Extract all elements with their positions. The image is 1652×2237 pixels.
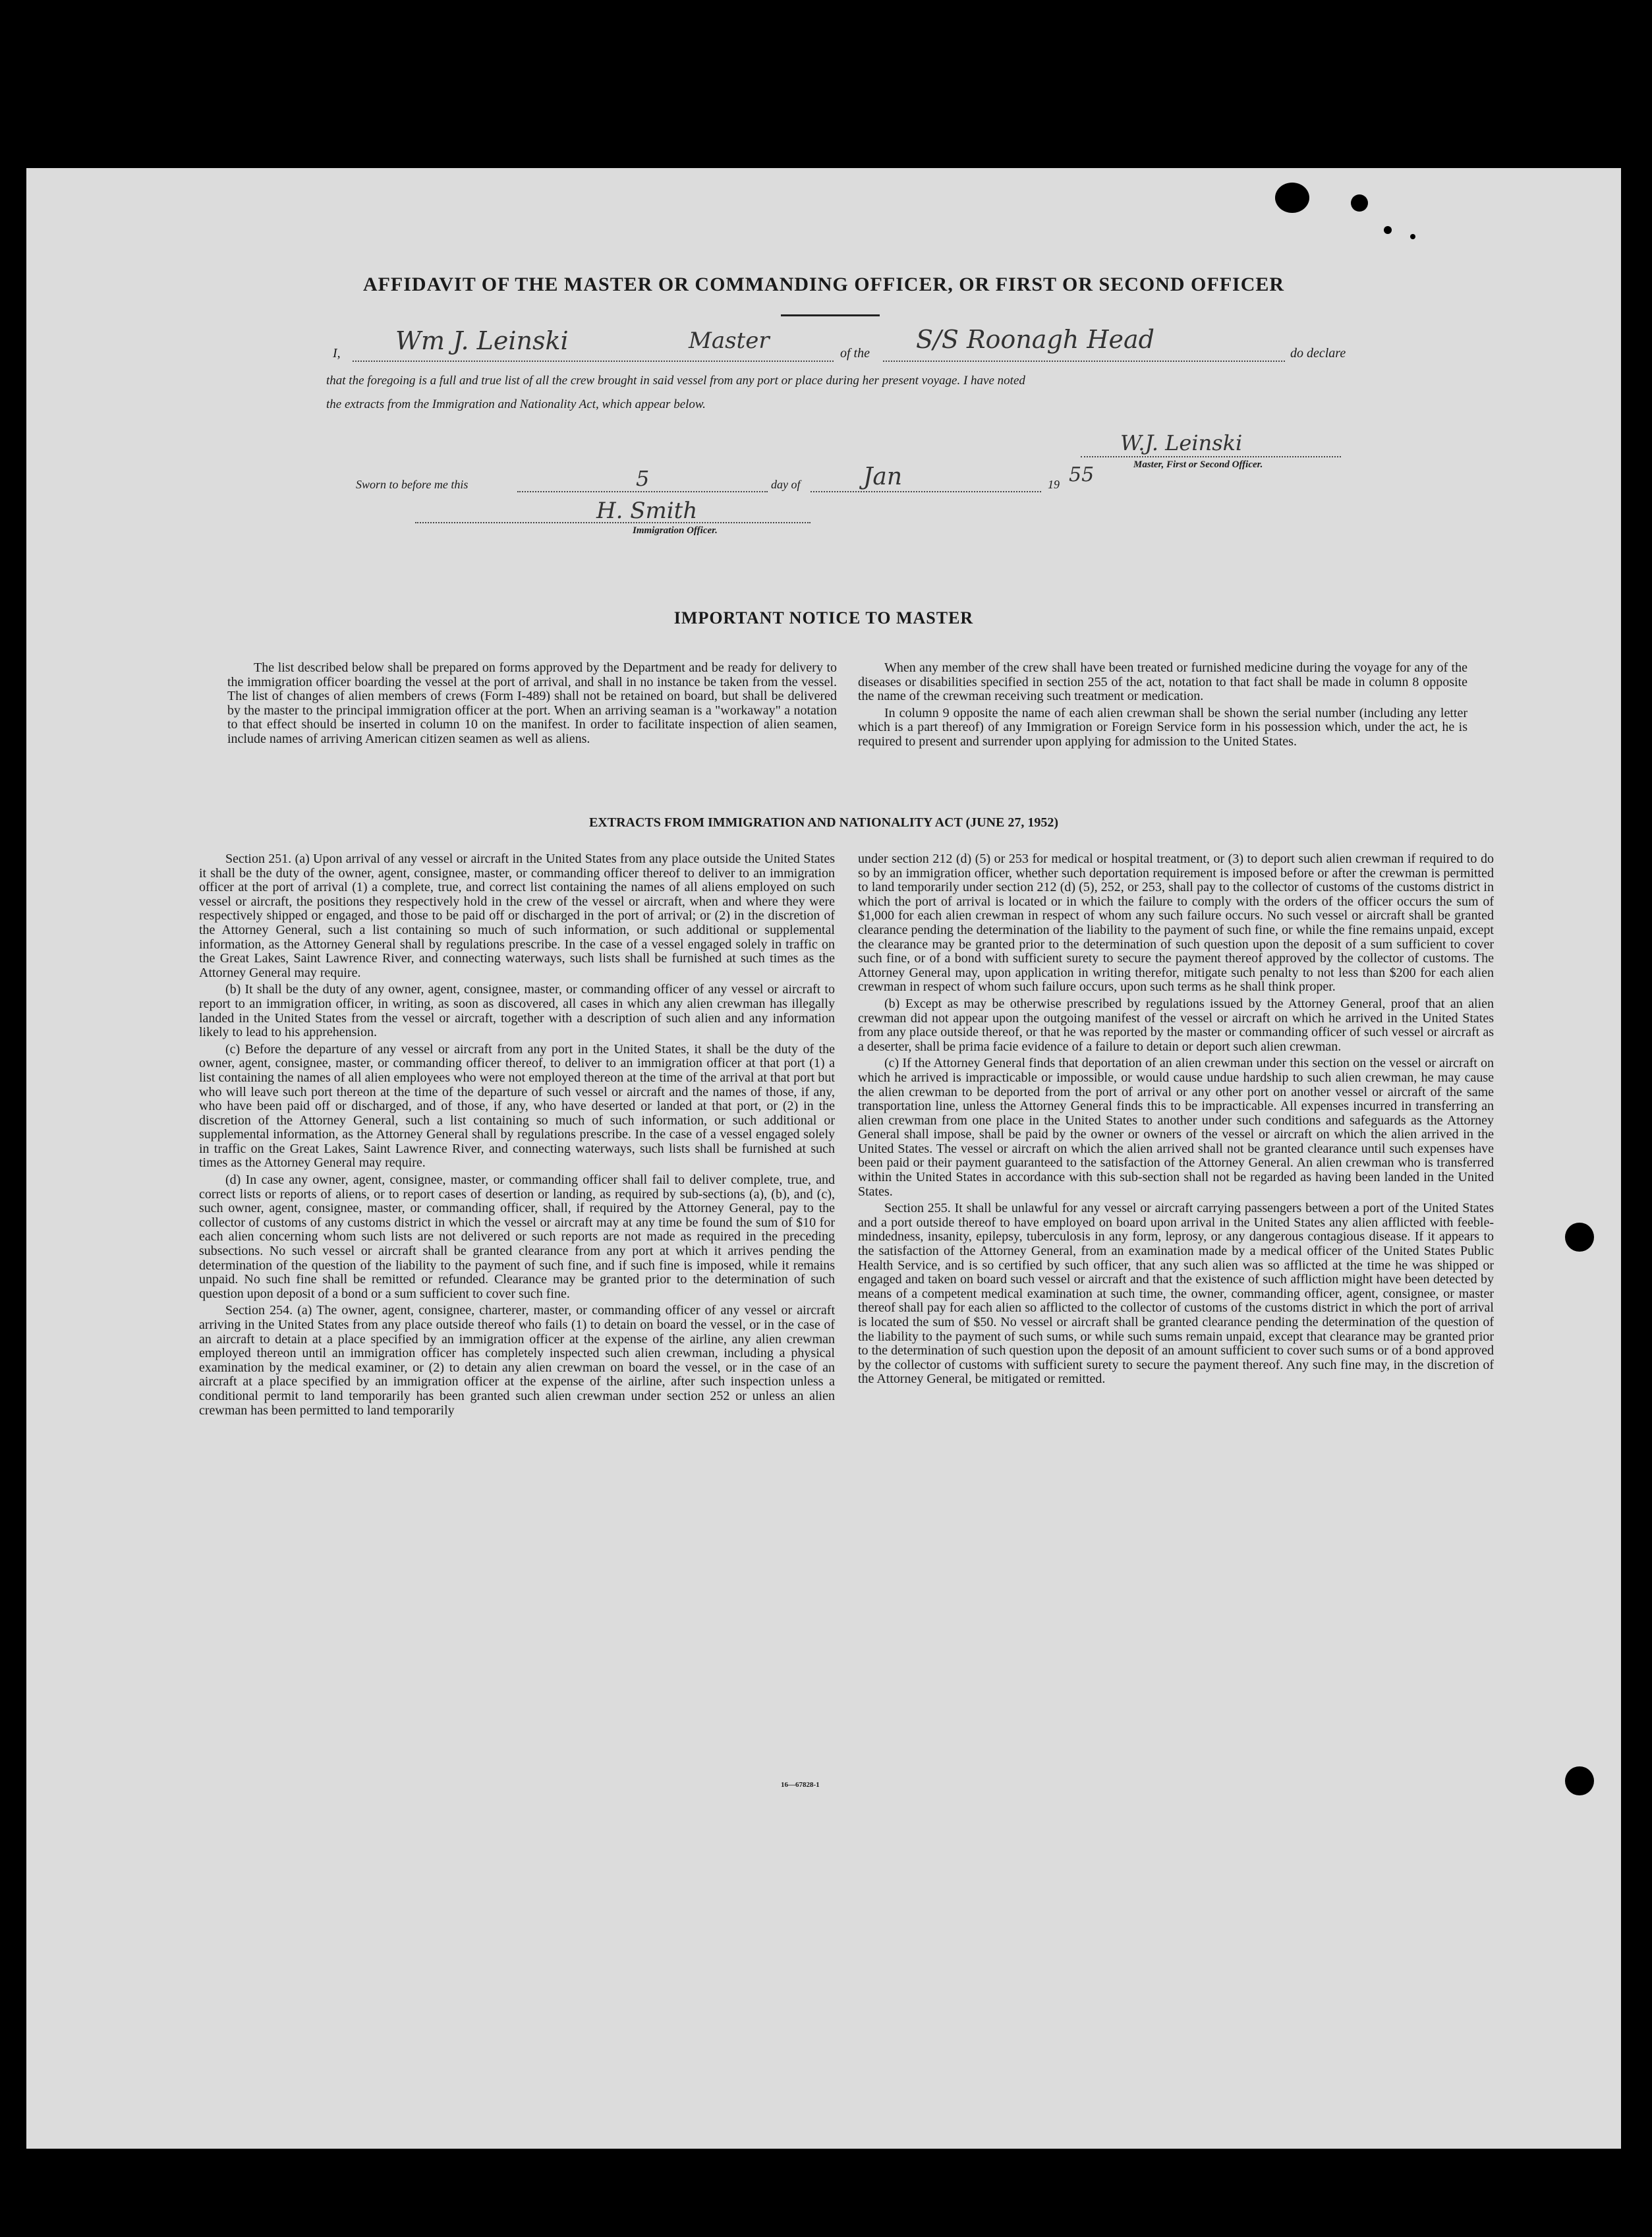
extracts-title: EXTRACTS FROM IMMIGRATION AND NATIONALITY ACT (JUNE 27, 1952) xyxy=(588,815,1059,830)
document-page xyxy=(26,168,1621,2149)
handwritten-name: Wm J. Leinski xyxy=(395,326,569,355)
ink-blot xyxy=(1410,234,1415,239)
ink-blot xyxy=(1275,183,1309,213)
section-254-a: Section 254. (a) The owner, agent, consignee, charterer, master, or commanding officer of any vessel or aircraft arriving in the United States from any place outside thereof who fails (1) to detain on board the vessel, or in the case of an aircraft to detain at a place specified by an immigration officer at the expense of the airline, any alien crewman employed thereon until an immigration officer has completely inspected such alien crewman, including a physical examination by the medical examiner, or (2) to detain any alien crewman on board the vessel, or in the case of an aircraft at a place specified by an immigration officer at the expense of the airline, after such inspection unless a conditional permit to land temporarily has been granted such alien crewman under section 252 or unless an alien crewman has been permitted to land temporarily xyxy=(199,1303,835,1418)
affidavit-title: AFFIDAVIT OF THE MASTER OR COMMANDING OFFICER, OR FIRST OR SECOND OFFICER xyxy=(362,274,1285,295)
notice-left-column xyxy=(227,661,837,749)
section-251-d: (d) In case any owner, agent, consignee, master, or commanding officer shall fail to deliver complete, true, and correct lists or reports of aliens, or to report cases of desertion or landing, as required by sub-sections (a), (b), and (c), such owner, agent, consignee, master, or commanding officer, shall, if required by the Attorney General, pay to the collector of customs of any customs district in which the vessel or aircraft may at any time be found the sum of $10 for each alien concerning whom such lists are not delivered or such reports are not made as required in the preceding subsections. No such vessel or aircraft shall be granted clearance from any port at which it arrives pending the determination of the question of the liability to the payment of such fine, and if such fine is imposed, while it remains unpaid. No such fine shall be remitted or refunded. Clearance may be granted prior to the determination of such question upon deposit of a bond or a sum sufficient to cover such fine. xyxy=(199,1173,835,1301)
ink-blot xyxy=(1384,226,1392,234)
section-254-c: (c) If the Attorney General finds that deportation of an alien crewman under this section on the vessel or aircraft on which he arrived is impracticable or impossible, or would cause undue hardship to such alien crewman, he may cause the alien crewman to be deported from the port of arrival or any other port on another vessel or aircraft of the same transportation line, unless the Attorney General finds this to be impracticable. All expenses incurred in transferring an alien crewman from one place in the United States to another under such conditions and safeguards as the Attorney General shall impose, shall be paid by the owner or owners of the vessel or aircraft on which the alien arrived in the United States. The vessel or aircraft on which the alien arrived shall not be granted clearance until such expenses have been paid or their payment guaranteed to the satisfaction of the Attorney General. An alien crewman who is transferred within the United States in accordance with this sub-section shall not be regarded as having been landed in the United States. xyxy=(858,1056,1494,1199)
master-signature: W.J. Leinski xyxy=(1120,430,1243,455)
name-field-line xyxy=(353,361,834,362)
section-254-b: (b) Except as may be otherwise prescribed by regulations issued by the Attorney General, proof that an alien crewman did not appear upon the outgoing manifest of the vessel or aircraft on which he arrived in the United States from any place outside thereof, or that he was reported by the master or commanding officer of such vessel or aircraft as a deserter, shall be prima facie evidence of a failure to detain or deport such alien crewman. xyxy=(858,996,1494,1054)
extracts-right-column xyxy=(858,852,1494,1389)
handwritten-year: 55 xyxy=(1069,463,1095,486)
section-251-a: Section 251. (a) Upon arrival of any vessel or aircraft in the United States from any place outside the United States it shall be the duty of the owner, agent, consignee, master, or commanding officer thereof to deliver to an immigration officer at the port of arrival (1) a complete, true, and correct list containing the names of all aliens employed on such vessel or aircraft, the positions they respectively hold in the crew of the vessel or aircraft, when and where they were respectively shipped or engaged, and those to be paid off or discharged in the port of arrival; or (2) in the discretion of the Attorney General, such a list containing so much of such information, or such additional or supplemental information, as the Attorney General shall by regulations prescribe. In the case of a vessel engaged solely in traffic on the Great Lakes, Saint Lawrence River, and connecting waterways, such lists shall be furnished at such times as the Attorney General may require. xyxy=(199,852,835,980)
section-255: Section 255. It shall be unlawful for any vessel or aircraft carrying passengers between a port of the United States and a port outside thereof to have employed on board upon arrival in the United States any alien afflicted with feeble-mindedness, insanity, epilepsy, tuberculosis in any form, leprosy, or any dangerous contagious disease. If it appears to the satisfaction of the Attorney General, from an examination made by a medical officer of the United States Public Health Service, and is so certified by such officer, that any such alien was so afflicted at the time he was shipped or engaged and taken on board such vessel or aircraft and that the existence of such affliction might have been detected by means of a competent medical examination at such time, the owner, commanding officer, agent, consignee, or master thereof shall pay for each alien so afflicted to the collector of customs of the customs district in which the port of arrival is located the sum of $50. No vessel or aircraft shall be granted clearance pending the determination of the question of the liability to the payment of such sums, or while such sums remain unpaid, except that clearance may be granted prior to the determination of such question upon the deposit of an amount sufficient to cover such sums or of a bond approved by the collector of customs with sufficient surety to secure the payment thereof. Any such fine may, in the discretion of the Attorney General, be mitigated or remitted. xyxy=(858,1201,1494,1387)
label-day-of: day of xyxy=(771,478,801,491)
section-251-b: (b) It shall be the duty of any owner, agent, consignee, master, or commanding officer of any vessel or aircraft to report to an immigration officer, in writing, as soon as discovered, all cases in which any alien crewman has illegally landed in the United States from the vessel or aircraft, together with a description of such alien and any information likely to lead to his apprehension. xyxy=(199,982,835,1040)
officer-signature: H. Smith xyxy=(596,498,698,524)
month-field-line xyxy=(811,491,1041,492)
declaration-line-2: the extracts from the Immigration and Nationality Act, which appear below. xyxy=(326,397,706,411)
label-sworn: Sworn to before me this xyxy=(356,478,469,491)
handwritten-vessel: S/S Roonagh Head xyxy=(916,325,1154,354)
form-code: 16—67828-1 xyxy=(781,1781,820,1789)
notice-right-paragraph-2: In column 9 opposite the name of each alien crewman shall be shown the serial number (including any letter which is a part thereof) of any Immigration or Foreign Service form in his possession which, under the act, he is required to present and surrender upon applying for admission to the United States. xyxy=(858,705,1467,749)
section-254-a-continued: under section 212 (d) (5) or 253 for medical or hospital treatment, or (3) to deport such alien crewman if required to do so by an immigration officer, whether such deportation requirement is imposed before or after the crewman is permitted to land temporarily under section 212 (d) (5), 252, or 253, shall pay to the collector of customs of the customs district in which the port of arrival is located or in which the failure to comply with the orders of the officer occurs the sum of $1,000 for each alien crewman in respect of whom any such failure occurs. No such vessel or aircraft shall be granted clearance pending the determination of the liability to the payment of such fine, or while the fine remains unpaid, except the clearance may be granted prior to the determination of such question upon the deposit of a sum sufficient to cover such fine, or of a bond with sufficient surety to secure the payment thereof approved by the collector of customs. The Attorney General may, upon application in writing therefor, mitigate such penalty to not less than $200 for each alien crewman in respect of whom such failure occurs, upon such terms as he shall think proper. xyxy=(858,852,1494,995)
declaration-line-1: that the foregoing is a full and true list of all the crew brought in said vessel from any port or place during her present voyage. I have noted xyxy=(326,374,1025,388)
notice-right-column xyxy=(858,661,1467,752)
master-signature-line xyxy=(1081,456,1341,457)
extracts-left-column xyxy=(199,852,835,1420)
officer-caption: Immigration Officer. xyxy=(633,525,718,536)
binder-hole xyxy=(1565,1223,1594,1252)
notice-left-paragraph: The list described below shall be prepared on forms approved by the Department and be ready for delivery to the immigration officer boarding the vessel at the port of arrival, and shall in no instance be taken from the vessel. The list of changes of alien members of crews (Form I-489) shall not be retained on board, but shall be delivered by the master to the principal immigration officer at the port. When an arriving seaman is a "workaway" a notation to that effect should be inserted in column 10 on the manifest. In order to facilitate inspection of alien seamen, include names of arriving American citizen seamen as well as aliens. xyxy=(227,660,837,746)
master-caption: Master, First or Second Officer. xyxy=(1133,459,1263,470)
ink-blot xyxy=(1351,194,1368,212)
handwritten-day: 5 xyxy=(636,466,650,491)
handwritten-rank: Master xyxy=(689,328,770,354)
label-do-declare: do declare xyxy=(1290,346,1346,361)
section-251-c: (c) Before the departure of any vessel or aircraft from any port in the United States, it shall be the duty of the owner, agent, consignee, master, or commanding officer thereof, to deliver to an immigration officer at that port (1) a list containing the names of all alien employees who were not employed thereon at the time of the arrival at that port but who will leave such port thereon at the time of the departure of such vessel or aircraft and the names of those, if any, who have been paid off or discharged, and of those, if any, who have deserted or landed at that port, or (2) in the discretion of the Attorney General, such a list containing so much of such information, or such additional or supplemental information, as the Attorney General shall by regulations prescribe. In the case of a vessel engaged solely in traffic on the Great Lakes, Saint Lawrence River, and connecting waterways, such lists shall be furnished at such times as the Attorney General may require. xyxy=(199,1041,835,1171)
label-of-the: of the xyxy=(840,346,870,361)
binder-hole xyxy=(1565,1766,1594,1795)
title-rule xyxy=(781,314,880,316)
vessel-field-line xyxy=(883,361,1285,362)
officer-signature-line xyxy=(415,522,811,523)
label-i: I, xyxy=(333,346,341,361)
notice-title: IMPORTANT NOTICE TO MASTER xyxy=(673,608,974,627)
handwritten-month: Jan xyxy=(863,463,903,490)
label-year-prefix: 19 xyxy=(1048,478,1060,491)
notice-right-paragraph-1: When any member of the crew shall have been treated or furnished medicine during the voyage for any of the diseases or disabilities specified in section 255 of the act, notation to that fact shall be made in column 8 opposite the name of the crewman receiving such treatment or medication. xyxy=(858,660,1467,704)
day-field-line xyxy=(517,491,768,492)
